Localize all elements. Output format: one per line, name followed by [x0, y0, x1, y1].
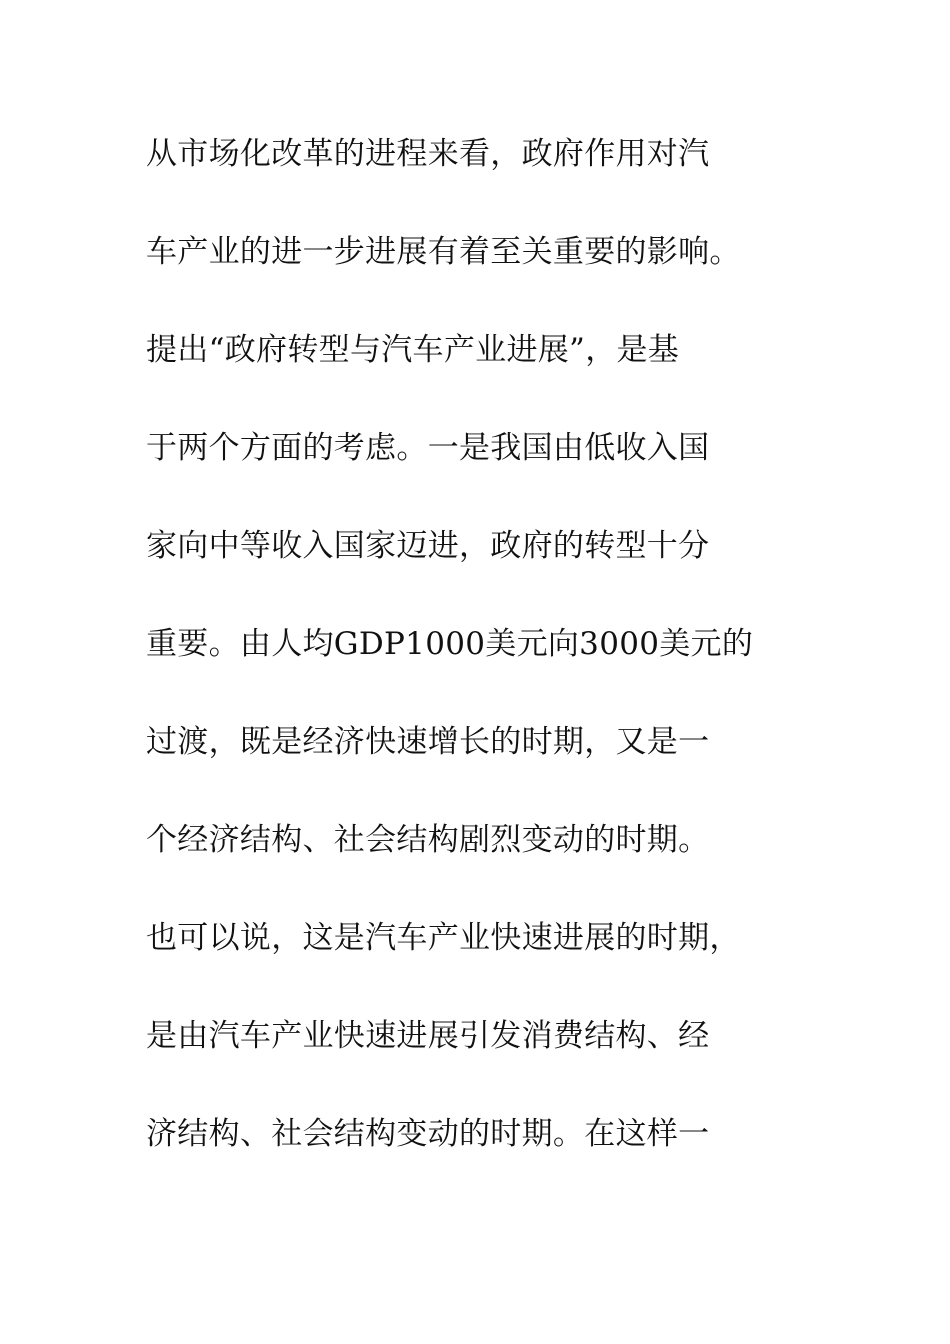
text-line: 是由汽车产业快速进展引发消费结构、经	[146, 1018, 710, 1054]
text-line: 重要。由人均GDP1000美元向3000美元的	[146, 626, 754, 662]
text-line: 济结构、社会结构变动的时期。在这样一	[146, 1116, 710, 1152]
text-line: 车产业的进一步进展有着至关重要的影响。	[146, 234, 741, 270]
text-line: 从市场化改革的进程来看，政府作用对汽	[146, 136, 710, 172]
body-text	[146, 126, 846, 1204]
text-line: 提出“政府转型与汽车产业进展”，是基	[146, 332, 680, 368]
text-line: 于两个方面的考虑。一是我国由低收入国	[146, 430, 710, 466]
text-line: 过渡，既是经济快速增长的时期，又是一	[146, 724, 710, 760]
text-line: 也可以说，这是汽车产业快速进展的时期，	[146, 920, 741, 956]
text-line: 家向中等收入国家迈进，政府的转型十分	[146, 528, 710, 564]
text-line: 个经济结构、社会结构剧烈变动的时期。	[146, 822, 710, 858]
